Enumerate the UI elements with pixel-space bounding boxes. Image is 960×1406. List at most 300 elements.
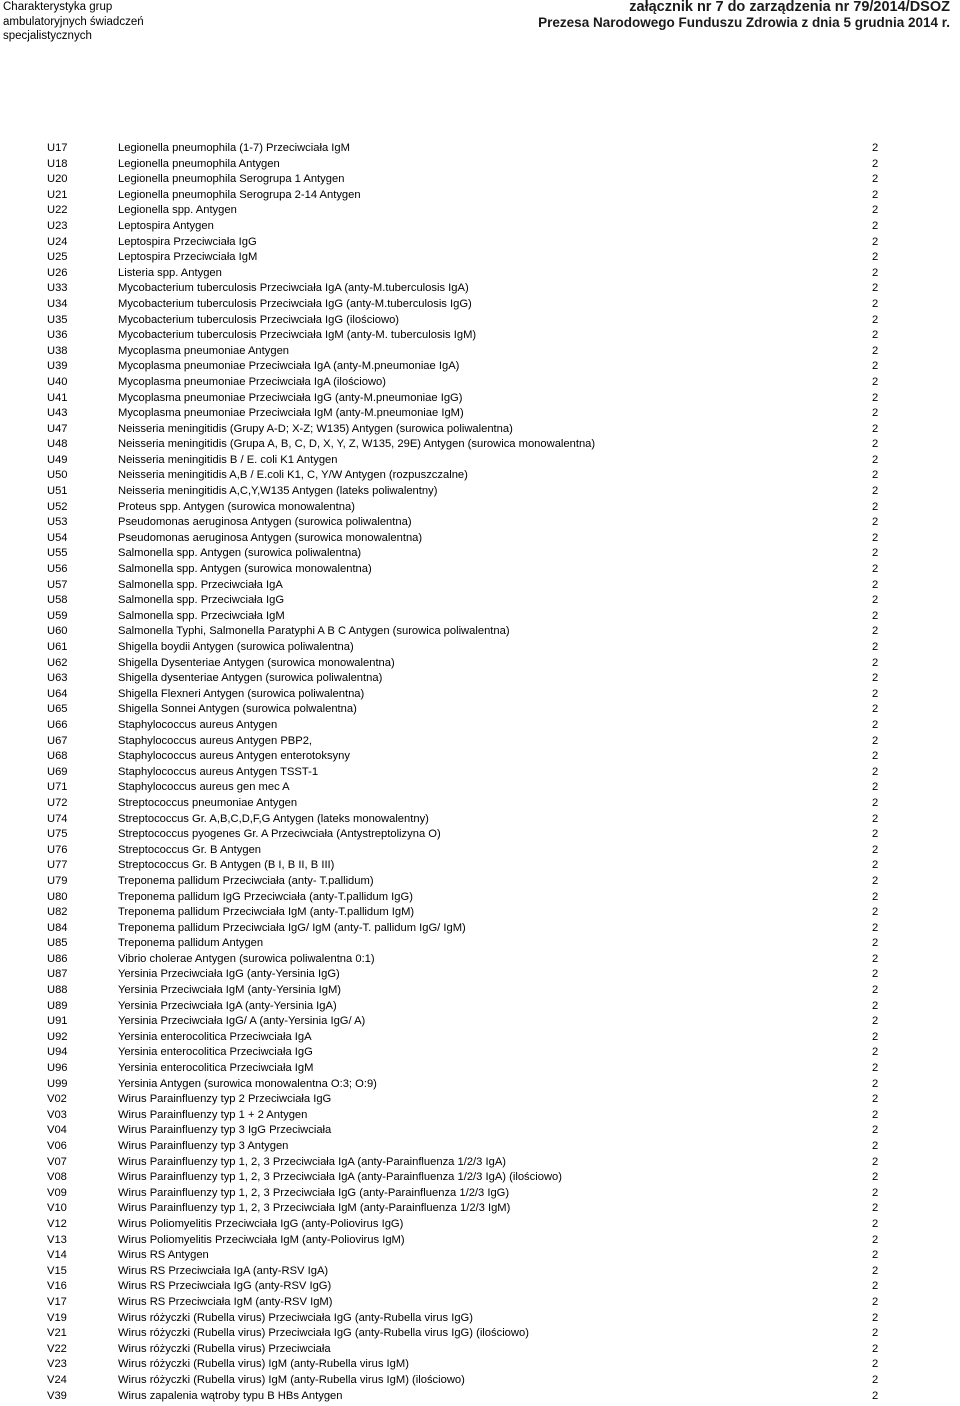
row-code: U56 — [47, 563, 68, 576]
row-value: 2 — [872, 485, 879, 498]
row-code: U18 — [47, 157, 68, 170]
table-row — [0, 1092, 960, 1108]
row-value: 2 — [872, 641, 879, 653]
row-name: Wirus różyczki (Rubella virus) IgM (anty-Rubella virus IgM) — [118, 1358, 409, 1371]
row-name: Neisseria meningitidis (Grupa A, B, C, D, X, Y, Z, W135, 29E) Antygen (surowica monowalentna) — [118, 438, 596, 451]
table-row — [0, 967, 960, 983]
row-code: V19 — [47, 1311, 67, 1324]
table-row — [0, 219, 960, 235]
row-name: Wirus Poliomyelitis Przeciwciała IgM (anty-Poliovirus IgM) — [118, 1233, 405, 1246]
row-code: U39 — [47, 360, 68, 373]
row-value: 2 — [872, 360, 879, 373]
row-value: 2 — [872, 329, 879, 342]
row-code: U24 — [47, 235, 68, 248]
row-code: U41 — [47, 391, 68, 404]
row-name: Wirus RS Antygen — [118, 1249, 209, 1262]
row-code: U21 — [47, 188, 68, 201]
row-name: Wirus Parainfluenzy typ 3 Antygen — [118, 1140, 289, 1152]
row-code: V10 — [47, 1202, 67, 1215]
row-value: 2 — [872, 1046, 879, 1059]
table-row — [0, 141, 960, 157]
row-value: 2 — [872, 235, 879, 248]
row-name: Yersinia enterocolitica Przeciwciała IgG — [118, 1046, 313, 1059]
table-row — [0, 297, 960, 313]
row-name: Wirus RS Przeciwciała IgA (anty-RSV IgA) — [118, 1264, 329, 1277]
table-row — [0, 1061, 960, 1077]
row-code: U49 — [47, 453, 68, 466]
row-value: 2 — [872, 1186, 879, 1199]
row-value: 2 — [872, 1389, 879, 1402]
row-name: Shigella Sonnei Antygen (surowica polwalentna) — [118, 703, 357, 716]
row-value: 2 — [872, 1062, 879, 1075]
row-name: Yersinia Przeciwciała IgG/ A (anty-Yersinia IgG/ A) — [118, 1015, 366, 1028]
row-code: U50 — [47, 469, 68, 482]
row-code: U99 — [47, 1077, 68, 1090]
row-name: Salmonella spp. Przeciwciała IgG — [118, 594, 285, 607]
table-row — [0, 827, 960, 843]
row-name: Wirus różyczki (Rubella virus) Przeciwciała IgG (anty-Rubella virus IgG) — [118, 1311, 473, 1324]
table-row — [0, 562, 960, 578]
row-code: U84 — [47, 921, 68, 934]
row-value: 2 — [872, 703, 879, 716]
row-value: 2 — [872, 796, 879, 809]
row-code: U85 — [47, 937, 68, 950]
header-left-line-1: Charakterystyka grup — [3, 1, 113, 13]
table-row — [0, 718, 960, 734]
row-code: U34 — [47, 297, 68, 310]
row-name: Yersinia Przeciwciała IgM (anty-Yersinia IgM) — [118, 984, 342, 997]
row-name: Wirus różyczki (Rubella virus) IgM (anty-Rubella virus IgM) (ilościowo) — [118, 1373, 465, 1386]
row-code: U71 — [47, 781, 68, 794]
row-code: U40 — [47, 375, 68, 388]
table-row — [0, 843, 960, 859]
row-name: Wirus Poliomyelitis Przeciwciała IgG (anty-Poliovirus IgG) — [118, 1217, 404, 1230]
row-name: Streptococcus Gr. B Antygen (B I, B II, B III) — [118, 859, 335, 872]
row-name: Pseudomonas aeruginosa Antygen (surowica monowalentna) — [118, 531, 423, 544]
row-code: U74 — [47, 812, 68, 825]
row-code: V14 — [47, 1249, 67, 1262]
row-name: Legionella spp. Antygen — [118, 204, 237, 217]
row-value: 2 — [872, 531, 879, 544]
row-code: V15 — [47, 1264, 67, 1277]
table-row — [0, 1155, 960, 1171]
table-row — [0, 593, 960, 609]
row-value: 2 — [872, 1249, 879, 1262]
row-name: Staphylococcus aureus Antygen TSST-1 — [118, 765, 319, 778]
row-code: V12 — [47, 1217, 67, 1230]
row-name: Mycoplasma pneumoniae Przeciwciała IgA (anty-M.pneumoniae IgA) — [118, 360, 460, 373]
table-row — [0, 281, 960, 297]
row-value: 2 — [872, 812, 879, 825]
row-name: Staphylococcus aureus Antygen enterotoksyny — [118, 750, 350, 763]
row-value: 2 — [872, 656, 879, 669]
row-value: 2 — [872, 282, 879, 295]
table-row — [0, 422, 960, 438]
table-row — [0, 734, 960, 750]
row-name: Neisseria meningitidis A,C,Y,W135 Antygen (lateks poliwalentny) — [118, 485, 438, 498]
row-name: Treponema pallidum Przeciwciała (anty- T.pallidum) — [118, 874, 374, 887]
table-row — [0, 1123, 960, 1139]
row-value: 2 — [872, 1264, 879, 1277]
table-row — [0, 359, 960, 375]
row-code: U91 — [47, 1015, 68, 1028]
row-code: V22 — [47, 1342, 67, 1355]
service-table — [0, 141, 960, 1404]
row-value: 2 — [872, 516, 879, 529]
row-value: 2 — [872, 1171, 879, 1184]
row-code: V06 — [47, 1140, 67, 1152]
table-row — [0, 391, 960, 407]
row-value: 2 — [872, 142, 879, 154]
row-code: V21 — [47, 1327, 67, 1340]
table-row — [0, 1311, 960, 1327]
table-row — [0, 531, 960, 547]
row-code: U52 — [47, 500, 68, 513]
table-row — [0, 1357, 960, 1373]
table-row — [0, 640, 960, 656]
table-row — [0, 796, 960, 812]
table-row — [0, 203, 960, 219]
row-name: Listeria spp. Antygen — [118, 266, 222, 279]
row-code: U60 — [47, 625, 68, 638]
row-value: 2 — [872, 1015, 879, 1028]
row-value: 2 — [872, 547, 879, 560]
row-name: Shigella dysenteriae Antygen (surowica poliwalentna) — [118, 672, 383, 685]
row-name: Staphylococcus aureus gen mec A — [118, 781, 290, 794]
row-value: 2 — [872, 219, 879, 232]
row-name: Mycoplasma pneumoniae Przeciwciała IgM (anty-M.pneumoniae IgM) — [118, 407, 464, 420]
table-row — [0, 468, 960, 484]
row-value: 2 — [872, 391, 879, 404]
row-code: U35 — [47, 313, 68, 326]
row-value: 2 — [872, 906, 879, 919]
row-name: Shigella Dysenteriae Antygen (surowica monowalentna) — [118, 656, 395, 669]
row-value: 2 — [872, 687, 879, 700]
row-name: Salmonella spp. Antygen (surowica monowalentna) — [118, 563, 372, 576]
row-value: 2 — [872, 1217, 879, 1230]
table-row — [0, 1373, 960, 1389]
row-name: Treponema pallidum IgG Przeciwciała (anty-T.pallidum IgG) — [118, 890, 413, 903]
table-row — [0, 1108, 960, 1124]
row-value: 2 — [872, 734, 879, 747]
header-left-line-3: specjalistycznych — [3, 30, 92, 42]
row-name: Vibrio cholerae Antygen (surowica poliwalentna 0:1) — [118, 952, 375, 965]
table-row — [0, 484, 960, 500]
row-name: Streptococcus Gr. B Antygen — [118, 843, 262, 856]
table-row — [0, 1170, 960, 1186]
table-row — [0, 1030, 960, 1046]
row-name: Wirus Parainfluenzy typ 1, 2, 3 Przeciwciała IgM (anty-Parainfluenza 1/2/3 IgM) — [118, 1202, 511, 1215]
row-value: 2 — [872, 500, 879, 513]
row-code: U47 — [47, 422, 68, 435]
row-code: V02 — [47, 1093, 67, 1106]
row-value: 2 — [872, 1327, 879, 1340]
row-name: Wirus Parainfluenzy typ 3 IgG Przeciwciała — [118, 1124, 332, 1137]
row-code: V23 — [47, 1358, 67, 1371]
row-name: Wirus RS Przeciwciała IgM (anty-RSV IgM) — [118, 1295, 333, 1308]
row-name: Shigella Flexneri Antygen (surowica poliwalentna) — [118, 687, 365, 700]
row-name: Streptococcus pyogenes Gr. A Przeciwciała (Antystreptolizyna O) — [118, 828, 441, 841]
row-code: U59 — [47, 609, 68, 622]
row-code: U75 — [47, 828, 68, 841]
row-value: 2 — [872, 173, 879, 186]
row-code: U86 — [47, 952, 68, 965]
table-row — [0, 157, 960, 173]
row-code: U20 — [47, 173, 68, 186]
header-right — [538, 0, 950, 30]
row-code: U43 — [47, 407, 68, 420]
row-name: Legionella pneumophila (1-7) Przeciwciała IgM — [118, 142, 350, 154]
row-value: 2 — [872, 843, 879, 856]
table-row — [0, 1201, 960, 1217]
table-row — [0, 874, 960, 890]
table-row — [0, 890, 960, 906]
row-code: U51 — [47, 485, 68, 498]
row-name: Streptococcus pneumoniae Antygen — [118, 796, 298, 809]
row-code: U67 — [47, 734, 68, 747]
row-value: 2 — [872, 718, 879, 731]
row-name: Wirus RS Przeciwciała IgG (anty-RSV IgG) — [118, 1280, 332, 1293]
header-left-line-2: ambulatoryjnych świadczeń — [3, 15, 144, 28]
table-row — [0, 671, 960, 687]
table-row — [0, 1295, 960, 1311]
row-name: Leptospira Przeciwciała IgM — [118, 251, 258, 264]
table-row — [0, 952, 960, 968]
row-name: Salmonella spp. Przeciwciała IgM — [118, 609, 285, 622]
row-value: 2 — [872, 1124, 879, 1137]
row-code: U36 — [47, 329, 68, 342]
row-value: 2 — [872, 313, 879, 326]
row-code: U72 — [47, 796, 68, 809]
row-name: Wirus Parainfluenzy typ 1, 2, 3 Przeciwciała IgG (anty-Parainfluenza 1/2/3 IgG) — [118, 1186, 510, 1199]
row-code: U63 — [47, 672, 68, 685]
row-name: Treponema pallidum Przeciwciała IgM (anty-T.pallidum IgM) — [118, 906, 415, 919]
row-name: Mycoplasma pneumoniae Przeciwciała IgA (ilościowo) — [118, 375, 386, 388]
table-row — [0, 983, 960, 999]
row-value: 2 — [872, 1155, 879, 1168]
row-value: 2 — [872, 999, 879, 1012]
table-row — [0, 1264, 960, 1280]
row-code: U89 — [47, 999, 68, 1012]
row-code: V13 — [47, 1233, 67, 1246]
row-name: Yersinia enterocolitica Przeciwciała IgA — [118, 1030, 312, 1043]
row-name: Mycobacterium tuberculosis Przeciwciała IgM (anty-M. tuberculosis IgM) — [118, 329, 477, 342]
row-value: 2 — [872, 469, 879, 482]
row-code: U48 — [47, 438, 68, 451]
row-value: 2 — [872, 1108, 879, 1121]
row-name: Mycobacterium tuberculosis Przeciwciała IgG (ilościowo) — [118, 313, 400, 326]
row-code: U96 — [47, 1062, 68, 1075]
table-row — [0, 1217, 960, 1233]
row-value: 2 — [872, 157, 879, 170]
row-value: 2 — [872, 422, 879, 435]
row-value: 2 — [872, 344, 879, 357]
table-row — [0, 1342, 960, 1358]
table-row — [0, 609, 960, 625]
row-code: U55 — [47, 547, 68, 560]
row-value: 2 — [872, 874, 879, 887]
row-code: U68 — [47, 750, 68, 763]
header-left — [3, 0, 144, 44]
row-code: V39 — [47, 1389, 67, 1402]
row-code: U54 — [47, 531, 68, 544]
row-name: Pseudomonas aeruginosa Antygen (surowica poliwalentna) — [118, 516, 412, 529]
row-code: U69 — [47, 765, 68, 778]
row-value: 2 — [872, 1295, 879, 1308]
row-name: Yersinia Antygen (surowica monowalentna O:3; O:9) — [118, 1077, 377, 1090]
table-row — [0, 936, 960, 952]
row-value: 2 — [872, 1233, 879, 1246]
table-row — [0, 313, 960, 329]
row-name: Legionella pneumophila Serogrupa 2-14 Antygen — [118, 188, 361, 201]
row-code: U61 — [47, 641, 68, 653]
table-row — [0, 702, 960, 718]
row-name: Salmonella Typhi, Salmonella Paratyphi A B C Antygen (surowica poliwalentna) — [118, 625, 510, 638]
row-value: 2 — [872, 609, 879, 622]
table-row — [0, 515, 960, 531]
row-value: 2 — [872, 672, 879, 685]
table-row — [0, 1045, 960, 1061]
table-row — [0, 344, 960, 360]
row-value: 2 — [872, 890, 879, 903]
row-code: U77 — [47, 859, 68, 872]
row-name: Wirus Parainfluenzy typ 2 Przeciwciała IgG — [118, 1093, 332, 1106]
table-row — [0, 1186, 960, 1202]
table-row — [0, 1248, 960, 1264]
row-value: 2 — [872, 1342, 879, 1355]
row-value: 2 — [872, 1202, 879, 1215]
row-value: 2 — [872, 1311, 879, 1324]
row-name: Mycobacterium tuberculosis Przeciwciała IgG (anty-M.tuberculosis IgG) — [118, 297, 472, 310]
row-name: Yersinia Przeciwciała IgG (anty-Yersinia IgG) — [118, 968, 340, 981]
row-value: 2 — [872, 765, 879, 778]
row-name: Staphylococcus aureus Antygen PBP2, — [118, 734, 313, 747]
row-value: 2 — [872, 1030, 879, 1043]
table-row — [0, 375, 960, 391]
row-value: 2 — [872, 1140, 879, 1152]
row-value: 2 — [872, 453, 879, 466]
table-row — [0, 921, 960, 937]
row-name: Treponema pallidum Przeciwciała IgG/ IgM (anty-T. pallidum IgG/ IgM) — [118, 921, 466, 934]
row-value: 2 — [872, 937, 879, 950]
attachment-title: załącznik nr 7 do zarządzenia nr 79/2014/DSOZ — [629, 0, 950, 15]
table-row — [0, 749, 960, 765]
row-name: Neisseria meningitidis A,B / E.coli K1, C, Y/W Antygen (rozpuszczalne) — [118, 469, 468, 482]
row-name: Shigella boydii Antygen (surowica poliwalentna) — [118, 641, 354, 653]
table-row — [0, 812, 960, 828]
row-name: Mycobacterium tuberculosis Przeciwciała IgA (anty-M.tuberculosis IgA) — [118, 282, 469, 295]
row-value: 2 — [872, 578, 879, 591]
row-value: 2 — [872, 1093, 879, 1106]
row-code: U87 — [47, 968, 68, 981]
row-code: U53 — [47, 516, 68, 529]
row-name: Wirus Parainfluenzy typ 1, 2, 3 Przeciwciała IgA (anty-Parainfluenza 1/2/3 IgA) (ilościowo) — [118, 1171, 562, 1184]
row-code: U65 — [47, 703, 68, 716]
row-code: V04 — [47, 1124, 67, 1137]
table-row — [0, 624, 960, 640]
row-code: V09 — [47, 1186, 67, 1199]
row-value: 2 — [872, 828, 879, 841]
table-row — [0, 250, 960, 266]
row-code: U17 — [47, 142, 68, 154]
table-row — [0, 765, 960, 781]
row-code: U80 — [47, 890, 68, 903]
row-code: U33 — [47, 282, 68, 295]
row-code: U79 — [47, 874, 68, 887]
table-row — [0, 687, 960, 703]
row-name: Legionella pneumophila Antygen — [118, 157, 280, 170]
row-code: U66 — [47, 718, 68, 731]
row-name: Neisseria meningitidis B / E. coli K1 Antygen — [118, 453, 338, 466]
row-value: 2 — [872, 375, 879, 388]
row-value: 2 — [872, 1358, 879, 1371]
row-name: Streptococcus Gr. A,B,C,D,F,G Antygen (lateks monowalentny) — [118, 812, 429, 825]
row-code: U25 — [47, 251, 68, 264]
row-code: U92 — [47, 1030, 68, 1043]
row-value: 2 — [872, 1280, 879, 1293]
table-row — [0, 578, 960, 594]
row-name: Mycoplasma pneumoniae Przeciwciała IgG (anty-M.pneumoniae IgG) — [118, 391, 463, 404]
row-value: 2 — [872, 1373, 879, 1386]
row-value: 2 — [872, 563, 879, 576]
row-value: 2 — [872, 750, 879, 763]
table-row — [0, 406, 960, 422]
attachment-subtitle: Prezesa Narodowego Funduszu Zdrowia z dnia 5 grudnia 2014 r. — [538, 15, 950, 30]
row-value: 2 — [872, 921, 879, 934]
row-code: V03 — [47, 1108, 67, 1121]
row-code: U88 — [47, 984, 68, 997]
row-value: 2 — [872, 952, 879, 965]
table-row — [0, 437, 960, 453]
row-name: Salmonella spp. Antygen (surowica poliwalentna) — [118, 547, 362, 560]
row-name: Staphylococcus aureus Antygen — [118, 718, 278, 731]
table-row — [0, 172, 960, 188]
row-code: U57 — [47, 578, 68, 591]
row-name: Mycoplasma pneumoniae Antygen — [118, 344, 290, 357]
row-code: V07 — [47, 1155, 67, 1168]
row-value: 2 — [872, 266, 879, 279]
table-row — [0, 266, 960, 282]
row-value: 2 — [872, 438, 879, 451]
table-row — [0, 1279, 960, 1295]
table-row — [0, 1077, 960, 1093]
row-code: U23 — [47, 219, 68, 232]
row-code: U38 — [47, 344, 68, 357]
table-row — [0, 328, 960, 344]
row-code: U26 — [47, 266, 68, 279]
table-row — [0, 188, 960, 204]
row-value: 2 — [872, 297, 879, 310]
row-value: 2 — [872, 188, 879, 201]
row-name: Neisseria meningitidis (Grupy A-D; X-Z; W135) Antygen (surowica poliwalentna) — [118, 422, 513, 435]
row-code: U94 — [47, 1046, 68, 1059]
table-row — [0, 999, 960, 1015]
row-name: Wirus Parainfluenzy typ 1 + 2 Antygen — [118, 1108, 308, 1121]
row-code: U82 — [47, 906, 68, 919]
row-value: 2 — [872, 251, 879, 264]
table-row — [0, 1233, 960, 1249]
table-row — [0, 235, 960, 251]
table-row — [0, 1389, 960, 1405]
row-name: Wirus różyczki (Rubella virus) Przeciwciała — [118, 1342, 331, 1355]
row-code: V08 — [47, 1171, 67, 1184]
row-code: U76 — [47, 843, 68, 856]
row-code: V16 — [47, 1280, 67, 1293]
row-name: Proteus spp. Antygen (surowica monowalentna) — [118, 500, 355, 513]
table-row — [0, 1014, 960, 1030]
row-code: U62 — [47, 656, 68, 669]
table-row — [0, 546, 960, 562]
